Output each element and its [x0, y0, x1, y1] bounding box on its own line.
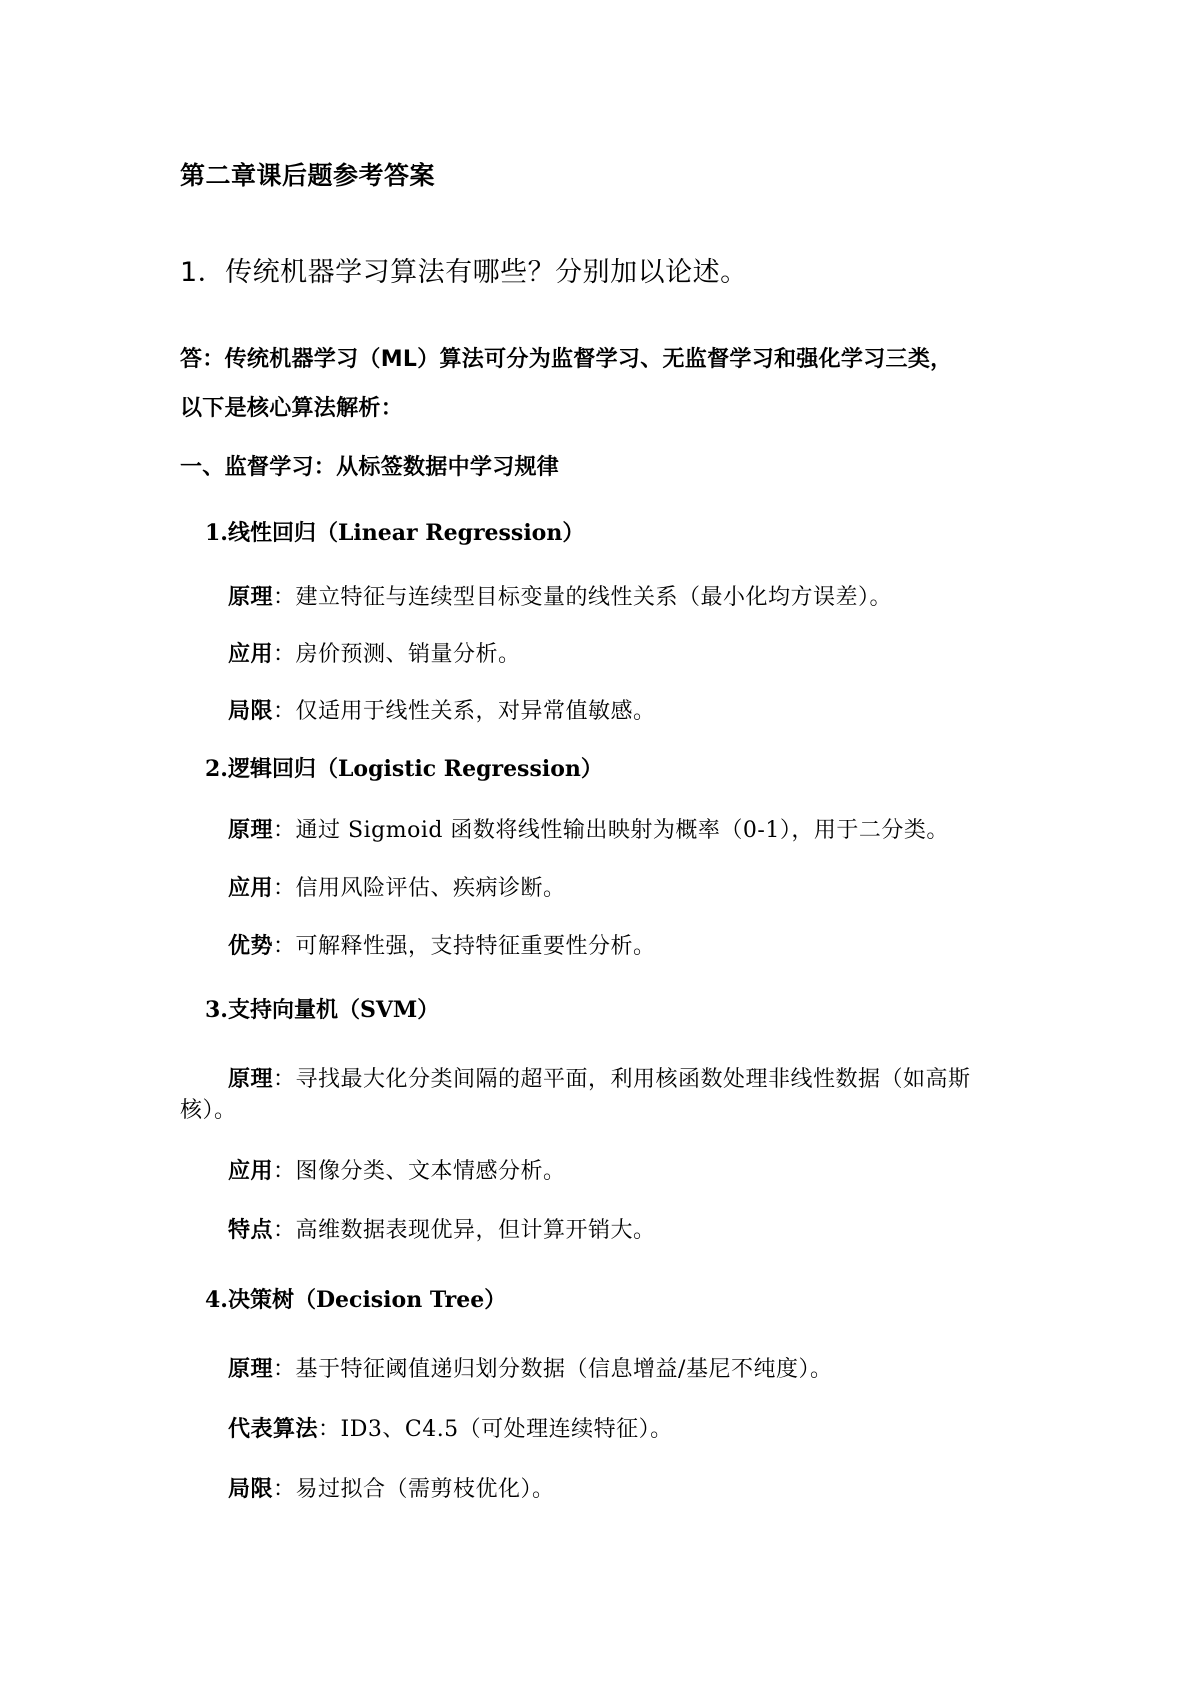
item-limitation	[228, 694, 656, 725]
item-label: 原理	[228, 817, 274, 843]
item-label: 特点	[228, 1217, 274, 1243]
item-separator: ：	[273, 1067, 296, 1092]
item-advantage	[228, 929, 656, 960]
item-text: 信用风险评估、疾病诊断。	[295, 876, 566, 901]
item-label: 原理	[228, 584, 274, 610]
item-label: 局限	[228, 1476, 274, 1502]
item-text: 仅适用于线性关系，对异常值敏感。	[295, 699, 656, 724]
item-separator: ：	[273, 699, 296, 724]
item-separator: ：	[273, 642, 296, 667]
item-separator: ：	[273, 934, 296, 959]
item-separator: ：	[273, 1357, 296, 1382]
item-text: 通过 Sigmoid 函数将线性输出映射为概率（0-1），用于二分类。	[295, 818, 949, 843]
page-title: 第二章课后题参考答案	[180, 161, 436, 190]
question-heading: 1．传统机器学习算法有哪些？分别加以论述。	[180, 257, 748, 288]
item-label: 原理	[228, 1066, 274, 1092]
algorithm-heading-svm: 3.支持向量机（SVM）	[205, 997, 440, 1023]
section-heading-supervised: 一、监督学习：从标签数据中学习规律	[180, 455, 560, 480]
item-text: 易过拟合（需剪枝优化）。	[295, 1477, 555, 1502]
item-feature	[228, 1213, 656, 1244]
item-text: ID3、C4.5（可处理连续特征）。	[340, 1417, 673, 1442]
algorithm-heading-linear-regression: 1.线性回归（Linear Regression）	[205, 520, 585, 546]
item-text: 基于特征阈值递归划分数据（信息增益/基尼不纯度）。	[295, 1357, 833, 1382]
item-label: 优势	[228, 933, 274, 959]
item-representative-algorithms	[228, 1412, 673, 1443]
item-application	[228, 1154, 566, 1185]
item-label: 代表算法	[228, 1416, 319, 1442]
item-text: 房价预测、销量分析。	[295, 642, 521, 667]
answer-intro-line-2: 以下是核心算法解析：	[180, 396, 404, 421]
item-separator: ：	[273, 1159, 296, 1184]
item-separator: ：	[318, 1417, 341, 1442]
algorithm-heading-decision-tree: 4.决策树（Decision Tree）	[205, 1287, 507, 1313]
algorithm-heading-logistic-regression: 2.逻辑回归（Logistic Regression）	[205, 756, 603, 782]
item-label: 应用	[228, 1158, 274, 1184]
item-label: 原理	[228, 1356, 274, 1382]
item-text: 建立特征与连续型目标变量的线性关系（最小化均方误差）。	[295, 585, 893, 610]
item-principle	[228, 580, 892, 611]
item-separator: ：	[273, 1477, 296, 1502]
item-separator: ：	[273, 585, 296, 610]
item-text: 寻找最大化分类间隔的超平面，利用核函数处理非线性数据（如高斯	[295, 1067, 971, 1092]
item-principle-continuation: 核）。	[180, 1098, 237, 1123]
item-principle	[228, 813, 949, 844]
item-text: 高维数据表现优异，但计算开销大。	[295, 1218, 656, 1243]
item-application	[228, 871, 566, 902]
answer-intro-line-1: 答：传统机器学习（ML）算法可分为监督学习、无监督学习和强化学习三类，	[180, 347, 953, 372]
item-separator: ：	[273, 818, 296, 843]
item-application	[228, 637, 521, 668]
item-label: 应用	[228, 875, 274, 901]
item-label: 应用	[228, 641, 274, 667]
item-principle	[228, 1062, 971, 1093]
item-separator: ：	[273, 876, 296, 901]
item-principle	[228, 1352, 832, 1383]
item-text: 图像分类、文本情感分析。	[295, 1159, 566, 1184]
item-separator: ：	[273, 1218, 296, 1243]
item-limitation	[228, 1472, 555, 1503]
item-text: 可解释性强，支持特征重要性分析。	[295, 934, 656, 959]
item-label: 局限	[228, 698, 274, 724]
